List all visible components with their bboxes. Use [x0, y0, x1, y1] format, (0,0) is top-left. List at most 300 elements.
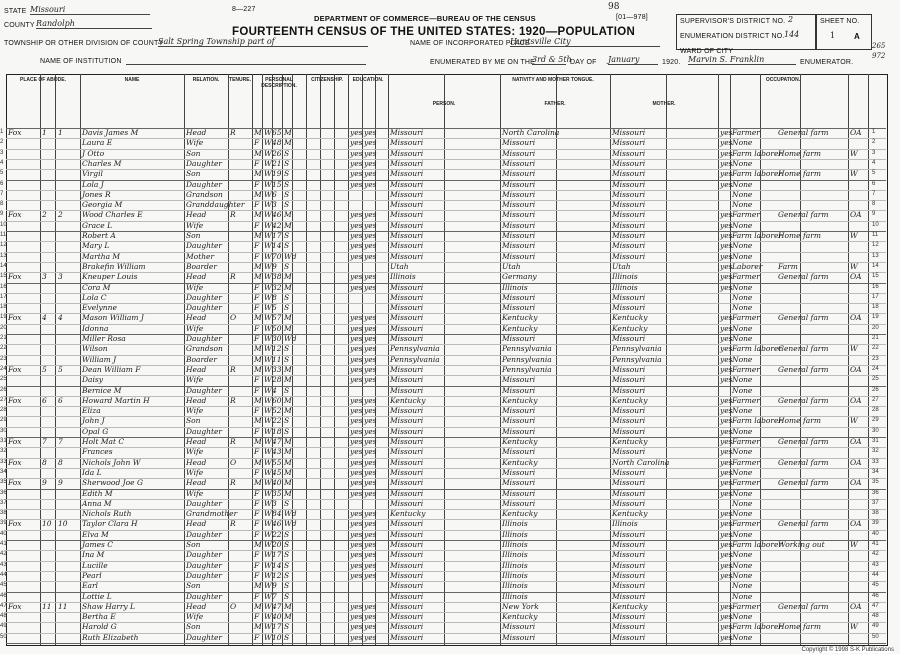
cell-bp: Missouri: [390, 447, 424, 457]
cell-occ: None: [732, 426, 753, 436]
cell-race: W: [264, 581, 272, 591]
row-number-right: 29: [872, 417, 879, 424]
cell-read: yes: [350, 529, 363, 539]
cell-ten: O: [230, 313, 237, 323]
cell-rel: Head: [186, 478, 207, 488]
cell-occ: None: [732, 158, 753, 168]
row-number-right: 21: [872, 335, 879, 341]
cell-ms: Wd: [284, 334, 297, 343]
cell-occ: Farmer: [732, 601, 760, 611]
cell-fam: 2: [58, 210, 63, 220]
cell-rel: Son: [186, 540, 201, 549]
cell-mbp: Missouri: [612, 488, 646, 498]
stamp-bottom: 972: [872, 52, 886, 60]
row-number: 50: [0, 633, 7, 640]
cell-age: 9: [272, 581, 277, 591]
cell-write: yes: [364, 375, 377, 385]
cell-ms: S: [284, 426, 290, 436]
cell-eng: yes: [720, 179, 733, 189]
cell-ms: S: [284, 189, 290, 199]
cell-sex: M: [254, 395, 262, 405]
cell-read: yes: [350, 457, 363, 467]
cell-rel: Daughter: [186, 334, 222, 343]
cell-race: W: [264, 354, 272, 364]
cell-cls: OA: [850, 272, 862, 282]
day-of-label: DAY OF: [570, 59, 597, 66]
cell-age: 46: [272, 519, 282, 529]
cell-bp: Missouri: [390, 241, 424, 251]
cell-fam: 4: [58, 313, 63, 323]
county-label: COUNTY: [4, 22, 35, 29]
cell-ms: M: [284, 395, 292, 405]
cell-street: Fox: [8, 210, 22, 220]
cell-name: Lottie L: [82, 591, 112, 601]
cell-read: yes: [350, 138, 363, 148]
cell-ms: S: [284, 148, 290, 158]
cell-cls: OA: [850, 601, 862, 611]
cell-cls: OA: [850, 210, 862, 220]
row-number-right: 36: [872, 489, 879, 496]
cell-rel: Head: [186, 313, 207, 323]
cell-eng: yes: [720, 334, 733, 343]
township-label: TOWNSHIP OR OTHER DIVISION OF COUNTY: [4, 40, 164, 47]
cell-cls: W: [850, 169, 858, 179]
cell-name: Charles M: [82, 158, 122, 168]
col-nativity: NATIVITY AND MOTHER TONGUE.: [512, 77, 594, 83]
cell-eng: yes: [720, 148, 733, 158]
cell-race: W: [264, 364, 272, 374]
cell-mbp: Missouri: [612, 334, 646, 343]
cell-age: 42: [272, 220, 282, 230]
col-father: FATHER.: [544, 101, 566, 107]
cell-cls: W: [850, 148, 858, 158]
cell-read: yes: [350, 220, 363, 230]
cell-mbp: Kentucky: [612, 437, 648, 446]
sheet-value: 1: [830, 31, 836, 40]
col-relation: RELATION.: [192, 77, 220, 83]
row-number-right: 31: [872, 438, 879, 444]
cell-bp: Missouri: [390, 220, 424, 230]
cell-sex: F: [254, 406, 260, 416]
cell-name: Frances: [82, 447, 113, 457]
cell-bp: Missouri: [390, 148, 424, 158]
cell-cls: W: [850, 344, 858, 354]
row-number-right: 5: [872, 170, 876, 177]
cell-dwell: 8: [42, 457, 47, 467]
cell-name: Holt Mat C: [82, 437, 125, 446]
cell-bp: Missouri: [390, 303, 424, 313]
cell-age: 3: [272, 200, 277, 210]
cell-sex: M: [254, 437, 262, 446]
row-number-right: 13: [872, 252, 879, 259]
copyright: Copyright © 1998 S-K Publications: [801, 647, 894, 653]
cell-bp: Missouri: [390, 519, 424, 529]
cell-rel: Wife: [186, 282, 204, 292]
cell-bp: Missouri: [390, 529, 424, 539]
col-tenure: TENURE.: [229, 77, 251, 83]
cell-write: yes: [364, 519, 377, 529]
cell-fbp: Illinois: [502, 560, 528, 570]
row-number-right: 49: [872, 623, 879, 630]
cell-read: yes: [350, 426, 363, 436]
row-number: 46: [0, 592, 7, 599]
cell-write: yes: [364, 550, 377, 560]
cell-bp: Missouri: [390, 416, 424, 426]
cell-race: W: [264, 570, 272, 580]
supervisor-label: SUPERVISOR'S DISTRICT NO.: [680, 18, 786, 25]
cell-ms: S: [284, 292, 290, 302]
cell-age: 4: [272, 385, 277, 395]
cell-name: J Otto: [82, 148, 105, 158]
stamp-top: 265: [872, 42, 886, 50]
row-number-right: 9: [872, 211, 876, 218]
cell-write: yes: [364, 488, 377, 498]
page-number: 98: [608, 2, 620, 12]
cell-bp: Missouri: [390, 426, 424, 436]
cell-occ: None: [732, 251, 753, 261]
cell-ms: Wd: [284, 509, 297, 519]
cell-write: yes: [364, 313, 377, 323]
cell-occ: None: [732, 488, 753, 498]
cell-rel: Mother: [186, 251, 215, 261]
cell-occ: Farm laborer: [732, 344, 783, 354]
cell-rel: Granddaughter: [186, 200, 245, 210]
cell-eng: yes: [720, 272, 733, 282]
county-value: Randolph: [36, 19, 152, 29]
cell-name: Earl: [82, 581, 98, 591]
cell-age: 30: [272, 334, 282, 343]
cell-mbp: Missouri: [612, 158, 646, 168]
cell-age: 5: [272, 303, 277, 313]
cell-mbp: Missouri: [612, 550, 646, 560]
row-number: 15: [0, 273, 7, 280]
cell-race: W: [264, 467, 272, 477]
cell-eng: yes: [720, 416, 733, 426]
cell-rel: Daughter: [186, 529, 222, 539]
sheet-label: SHEET NO.: [820, 18, 860, 25]
cell-name: Robert A: [82, 231, 116, 240]
cell-mbp: Missouri: [612, 529, 646, 539]
cell-name: Miller Rosa: [82, 334, 126, 343]
cell-ms: M: [284, 457, 292, 467]
cell-ind: General farm: [778, 344, 829, 354]
cell-fbp: Kentucky: [502, 323, 538, 333]
cell-race: W: [264, 323, 272, 333]
cell-read: yes: [350, 478, 363, 488]
cell-eng: yes: [720, 364, 733, 374]
cell-ind: Home farm: [778, 148, 821, 158]
cell-write: yes: [364, 478, 377, 488]
cell-eng: yes: [720, 570, 733, 580]
cell-eng: yes: [720, 560, 733, 570]
cell-sex: F: [254, 632, 260, 642]
cell-sex: F: [254, 251, 260, 261]
cell-write: yes: [364, 282, 377, 292]
cell-race: W: [264, 498, 272, 508]
cell-eng: yes: [720, 509, 733, 519]
cell-ms: S: [284, 570, 290, 580]
cell-fbp: Missouri: [502, 220, 536, 230]
cell-rel: Wife: [186, 375, 204, 385]
cell-rel: Head: [186, 519, 207, 529]
cell-name: Lucille: [82, 560, 108, 570]
cell-bp: Missouri: [390, 169, 424, 179]
cell-bp: Kentucky: [390, 395, 426, 405]
cell-bp: Missouri: [390, 591, 424, 601]
cell-bp: Missouri: [390, 251, 424, 261]
cell-mbp: Missouri: [612, 622, 646, 632]
row-number-right: 7: [872, 190, 876, 197]
row-number-right: 17: [872, 293, 879, 300]
row-number-right: 30: [872, 427, 879, 434]
cell-race: W: [264, 220, 272, 230]
cell-age: 19: [272, 169, 282, 179]
cell-fbp: Missouri: [502, 148, 536, 158]
cell-ms: M: [284, 467, 292, 477]
cell-race: W: [264, 200, 272, 210]
row-number: 23: [0, 355, 7, 362]
cell-cls: OA: [850, 395, 862, 405]
cell-cls: OA: [850, 364, 862, 374]
cell-sex: F: [254, 560, 260, 570]
cell-dwell: 6: [42, 395, 47, 405]
cell-mbp: Missouri: [612, 540, 646, 549]
cell-sex: F: [254, 375, 260, 385]
row-number-right: 22: [872, 345, 879, 352]
cell-fbp: Missouri: [502, 138, 536, 148]
cell-fbp: Missouri: [502, 292, 536, 302]
cell-read: yes: [350, 395, 363, 405]
cell-fbp: Illinois: [502, 540, 528, 549]
cell-rel: Grandson: [186, 189, 223, 199]
cell-sex: M: [254, 169, 262, 179]
cell-ind: Home farm: [778, 231, 821, 240]
cell-sex: M: [254, 344, 262, 354]
cell-bp: Missouri: [390, 498, 424, 508]
cell-occ: None: [732, 323, 753, 333]
cell-rel: Daughter: [186, 560, 222, 570]
cell-dwell: 5: [42, 364, 47, 374]
cell-race: W: [264, 560, 272, 570]
cell-mbp: Missouri: [612, 570, 646, 580]
row-number: 49: [0, 623, 7, 630]
cell-eng: yes: [720, 426, 733, 436]
cell-read: yes: [350, 540, 363, 549]
cell-sex: M: [254, 601, 262, 611]
cell-race: W: [264, 509, 272, 519]
cell-read: yes: [350, 334, 363, 343]
cell-rel: Son: [186, 622, 201, 632]
cell-mbp: Missouri: [612, 447, 646, 457]
state-label: STATE: [4, 8, 27, 15]
cell-age: 43: [272, 447, 282, 457]
cell-ind: General farm: [778, 128, 829, 137]
cell-fbp: Missouri: [502, 189, 536, 199]
row-number: 16: [0, 283, 7, 290]
row-number: 27: [0, 396, 7, 403]
cell-cls: W: [850, 540, 858, 549]
cell-ms: S: [284, 581, 290, 591]
cell-age: 32: [272, 282, 282, 292]
cell-bp: Missouri: [390, 282, 424, 292]
cell-sex: F: [254, 158, 260, 168]
cell-name: Ruth Elizabeth: [82, 632, 139, 642]
cell-write: yes: [364, 560, 377, 570]
cell-occ: None: [732, 138, 753, 148]
cell-sex: F: [254, 612, 260, 622]
cell-mbp: Illinois: [612, 519, 638, 529]
cell-eng: yes: [720, 467, 733, 477]
cell-fam: 11: [58, 601, 68, 611]
cell-rel: Daughter: [186, 632, 222, 642]
cell-name: Mary L: [82, 241, 110, 251]
col-personal: PERSONAL DESCRIPTION.: [261, 77, 297, 89]
cell-name: Evelynne: [82, 303, 117, 313]
row-number: 45: [0, 582, 7, 589]
cell-fam: 10: [58, 519, 68, 529]
cell-ind: General farm: [778, 210, 829, 220]
cell-ten: R: [230, 478, 236, 488]
cell-write: yes: [364, 241, 377, 251]
cell-ms: M: [284, 601, 292, 611]
cell-sex: F: [254, 179, 260, 189]
cell-fbp: Kentucky: [502, 437, 538, 446]
cell-fbp: Missouri: [502, 303, 536, 313]
cell-write: yes: [364, 128, 377, 137]
cell-fam: 9: [58, 478, 63, 488]
cell-bp: Utah: [390, 261, 409, 271]
cell-age: 22: [272, 416, 282, 426]
institution-label: NAME OF INSTITUTION: [40, 58, 122, 65]
cell-eng: yes: [720, 323, 733, 333]
cell-street: Fox: [8, 457, 22, 467]
row-number: 24: [0, 365, 7, 372]
cell-write: yes: [364, 334, 377, 343]
cell-age: 11: [272, 354, 282, 364]
cell-occ: Farmer: [732, 128, 760, 137]
cell-bp: Missouri: [390, 231, 424, 240]
row-number: 38: [0, 510, 7, 517]
cell-name: Ina M: [82, 550, 105, 560]
cell-street: Fox: [8, 395, 22, 405]
cell-fam: 6: [58, 395, 63, 405]
cell-name: Jones R: [82, 189, 111, 199]
cell-ms: S: [284, 261, 290, 271]
cell-ms: M: [284, 406, 292, 416]
cell-occ: None: [732, 570, 753, 580]
cell-age: 14: [272, 241, 282, 251]
cell-race: W: [264, 540, 272, 549]
cell-rel: Wife: [186, 323, 204, 333]
cell-rel: Son: [186, 169, 201, 179]
cell-eng: yes: [720, 282, 733, 292]
cell-name: Idonna: [82, 323, 109, 333]
cell-eng: yes: [720, 158, 733, 168]
cell-write: yes: [364, 251, 377, 261]
cell-ms: S: [284, 591, 290, 601]
row-number: 20: [0, 324, 7, 331]
cell-ind: General farm: [778, 519, 829, 529]
cell-sex: F: [254, 519, 260, 529]
cell-occ: Farmer: [732, 313, 760, 323]
cell-age: 48: [272, 138, 282, 148]
row-number: 4: [0, 159, 4, 166]
cell-occ: None: [732, 550, 753, 560]
cell-occ: None: [732, 467, 753, 477]
cell-ms: M: [284, 437, 292, 446]
row-number: 26: [0, 386, 7, 393]
cell-eng: yes: [720, 241, 733, 251]
cell-race: W: [264, 385, 272, 395]
cell-sex: M: [254, 354, 262, 364]
cell-dwell: 11: [42, 601, 52, 611]
cell-bp: Missouri: [390, 210, 424, 220]
cell-age: 7: [272, 591, 277, 601]
cell-ms: M: [284, 364, 292, 374]
cell-name: Howard Martin H: [82, 395, 150, 405]
cell-street: Fox: [8, 364, 22, 374]
cell-rel: Head: [186, 457, 207, 467]
cell-read: yes: [350, 210, 363, 220]
cell-rel: Wife: [186, 220, 204, 230]
cell-age: 65: [272, 128, 282, 137]
cell-mbp: Missouri: [612, 231, 646, 240]
cell-race: W: [264, 231, 272, 240]
cell-mbp: Missouri: [612, 179, 646, 189]
cell-occ: None: [732, 529, 753, 539]
cell-mbp: Missouri: [612, 128, 646, 137]
cell-occ: None: [732, 632, 753, 642]
cell-name: Shaw Harry L: [82, 601, 136, 611]
cell-bp: Missouri: [390, 570, 424, 580]
cell-mbp: Missouri: [612, 220, 646, 230]
row-number: 43: [0, 561, 7, 568]
cell-eng: yes: [720, 354, 733, 364]
cell-name: William J: [82, 354, 117, 364]
cell-age: 15: [272, 179, 282, 189]
cell-ten: O: [230, 601, 237, 611]
row-number: 28: [0, 407, 7, 414]
cell-age: 10: [272, 632, 282, 642]
cell-eng: yes: [720, 406, 733, 416]
cell-ms: M: [284, 313, 292, 323]
cell-ind: Home farm: [778, 416, 821, 426]
cell-rel: Daughter: [186, 292, 222, 302]
cell-fbp: Missouri: [502, 251, 536, 261]
row-number-right: 15: [872, 273, 879, 280]
cell-street: Fox: [8, 437, 22, 446]
cell-fbp: Illinois: [502, 529, 528, 539]
cell-read: yes: [350, 179, 363, 189]
cell-fbp: Missouri: [502, 334, 536, 343]
cell-eng: yes: [720, 128, 733, 137]
supervisor-value: 2: [788, 15, 794, 24]
cell-mbp: Missouri: [612, 560, 646, 570]
cell-fbp: Kentucky: [502, 395, 538, 405]
cell-mbp: Missouri: [612, 591, 646, 601]
cell-write: yes: [364, 632, 377, 642]
cell-mbp: Missouri: [612, 292, 646, 302]
cell-mbp: Kentucky: [612, 323, 648, 333]
cell-sex: M: [254, 581, 262, 591]
cell-ms: M: [284, 488, 292, 498]
row-number: 19: [0, 314, 7, 321]
cell-eng: yes: [720, 313, 733, 323]
cell-occ: None: [732, 354, 753, 364]
cell-race: W: [264, 622, 272, 632]
cell-race: W: [264, 189, 272, 199]
cell-read: yes: [350, 560, 363, 570]
